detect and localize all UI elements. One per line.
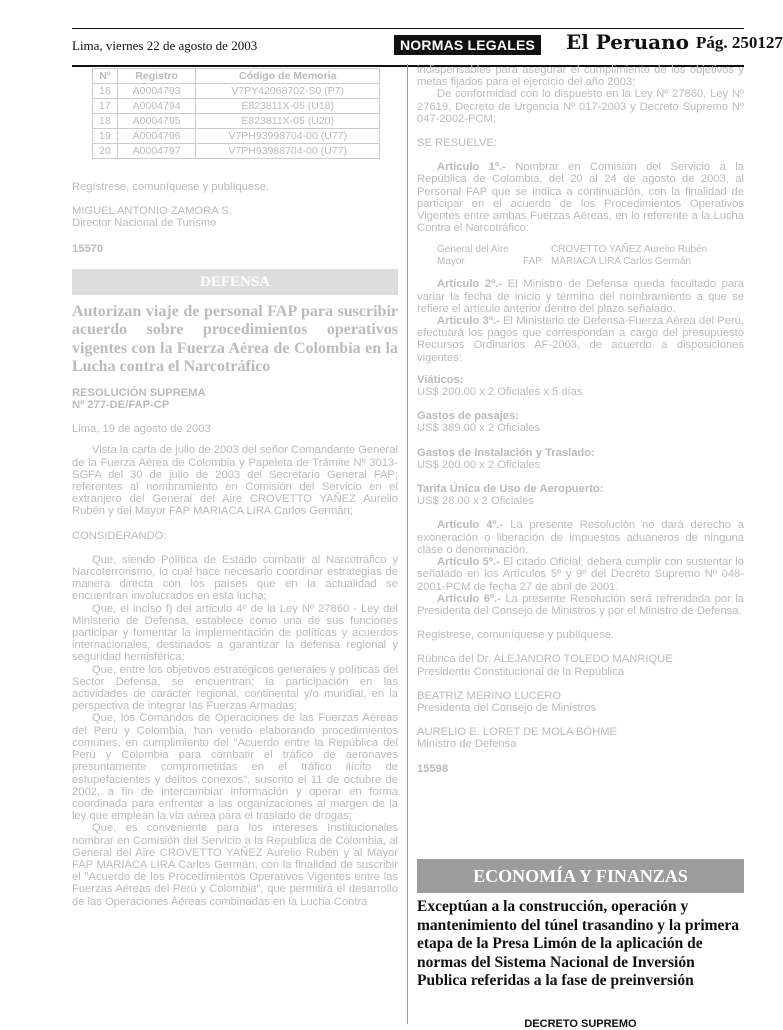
table-row <box>93 114 380 129</box>
page-header <box>72 28 783 67</box>
section-label: NORMAS LEGALES <box>394 35 541 55</box>
column-divider <box>407 64 408 1024</box>
article-title: Exceptúan a la construcción, operación y mantenimiento del túnel trasandino y la primera etapa de la Presa Limón de la aplicación de normas del Sistema Nacional de Inversión Publica referidas a la fase de preinversión <box>417 898 740 989</box>
expense-value: US$ 200.00 x 2 Oficiales x 5 días <box>417 386 583 399</box>
personnel-name: CROVETTO YAÑEZ Aurelio Rubén <box>551 244 708 256</box>
table-cell: A0004795 <box>117 114 196 129</box>
table-cell: E823811X-05 (U18) <box>196 99 380 114</box>
expense-label: Gastos de Instalación y Traslado: <box>417 446 595 459</box>
personnel-row <box>437 244 744 256</box>
resolution-number: Nº 277-DE/FAP-CP <box>72 399 170 412</box>
column-header: Nº <box>93 69 118 84</box>
paragraph: Vista la carta de julio de 2003 del señor Comandante General de la Fuerza Aérea de Colombia y Papeleta de Trámite Nº 3013-SGFA del 30 de julio de 2003 del Secretario General FAP; referentes al nombramiento en Comisión del Servicio en el extranjero del General del Aire CROVETTO YAÑEZ Aurelio Rubén y del Mayor FAP MARIACA LIRA Carlos Germán; <box>72 444 398 518</box>
article-label: Artículo 6º.- <box>437 592 501 605</box>
article-text: El Ministerio de Defensa-Fuerza Aérea del Perú, efectuará los pagos que correspondan a cargo del presupuesto Recursos Ordinarios AF-2003, de acuerdo a disposiciones vigentes: <box>417 315 745 364</box>
expense-value: US$ 28.00 x 2 Oficiales <box>417 495 534 508</box>
article-title: Autorizan viaje de personal FAP para suscribir acuerdo sobre procedimientos operativos vigentes con la Fuerza Aérea de Colombia en la Lucha contra el Narcotráfico <box>72 302 398 376</box>
expense-value: US$ 389.00 x 2 Oficiales <box>417 422 541 435</box>
signer-name: AURELIO E. LORET DE MOLA BÖHME <box>417 726 617 739</box>
article-1 <box>417 161 744 234</box>
paragraph: Que, los Comandos de Operaciones de las Fuerzas Aéreas del Perú y Colombia, han venido elaborando procedimientos comunes, en cumplimiento del "Acuerdo entre la República del Perú y Colombia para combatir el tráfico de aeronaves presuntamente comprometidas en el tráfico ilícito de estupefacientes y delitos conexos", suscrito el 11 de octubre de 2002, a fin de intercambiar información y operar en forma coordinada para enfrentar a las organizaciones al margen de la ley que emplean la vía aérea para el traslado de drogas; <box>72 712 398 823</box>
column-header: Registro <box>117 69 196 84</box>
article-text: Nombrar en Comisión del Servicio a la República de Colombia, del 20 al 24 de agosto de 2003, al Personal FAP que se indica a continuación, con la finalidad de participar en el acuerdo de los Procedimientos Operativos Vigentes entre ambas Fuerzas Aéreas, en lo referente a la Lucha Contra el Narcotráfico: <box>417 161 744 235</box>
table-cell: 18 <box>93 114 118 129</box>
section-heading-defensa: DEFENSA <box>72 269 398 295</box>
article-text: La presente Resolución no dará derecho a exoneración o liberación de impuestos aduaneros de ninguna clase o denominación. <box>417 519 745 556</box>
signer-name: MIGUEL ANTONIO ZAMORA S. <box>72 205 232 218</box>
signer-role: Ministro de Defensa <box>417 738 517 751</box>
article-text: El citado Oficial, deberá cumplir con sustentar lo señalado en los Artículos 5º y 9º del Decreto Supremo Nº 048-2001-PCM de fecha 27 de abril de 2001. <box>417 556 744 593</box>
paragraph: De conformidad con lo dispuesto en la Ley Nº 27860, Ley Nº 27619, Decreto de Urgencia Nº 017-2003 y Decreto Supremo Nº 047-2002-PCM; <box>417 88 744 125</box>
article-label: Artículo 2º.- <box>437 278 503 291</box>
page-number: Pág. 250127 <box>696 33 783 52</box>
table-header-row <box>93 69 380 84</box>
article-2 <box>417 278 744 315</box>
article-6 <box>417 593 744 617</box>
article-4 <box>417 519 744 556</box>
registry-table <box>92 68 380 159</box>
next-heading: DECRETO SUPREMO <box>524 1018 637 1030</box>
table-cell: V7PY42068702-S0 (P7) <box>196 84 380 99</box>
signer-role: Director Nacional de Turismo <box>72 217 217 230</box>
personnel-rank: Mayor <box>437 256 465 268</box>
table-cell: 19 <box>93 129 118 144</box>
table-cell: 16 <box>93 84 118 99</box>
article-5 <box>417 556 744 593</box>
considerando-heading: CONSIDERANDO: <box>72 529 167 542</box>
personnel-name: MARIACA LIRA Carlos Germán <box>551 256 692 268</box>
personnel-rank: General del Aire <box>437 244 509 256</box>
table-cell: 20 <box>93 144 118 159</box>
left-column <box>72 64 398 908</box>
table-row <box>93 84 380 99</box>
table-row <box>93 99 380 114</box>
table-row <box>93 129 380 144</box>
signer-role: Presidenta del Consejo de Ministros <box>417 701 597 714</box>
personnel-unit: FAP <box>523 256 542 268</box>
article-label: Artículo 4º.- <box>437 519 504 532</box>
right-column <box>417 64 744 775</box>
paragraph: Que, entre los objetivos estratégicos generales y políticas del Sector Defensa, se encuentran; la participación en las actividades de carácter regional, continental y/o mundial, en la perspectiva de integrar las Fuerzas Armadas; <box>72 663 398 713</box>
newspaper-logo: El Peruano <box>566 30 689 54</box>
article-text: El Ministro de Defensa queda facultado para variar la fecha de inicio y término del nombramiento a que se refiere el artículo anterior dentro del plazo señalado. <box>417 278 745 315</box>
table-cell: A0004796 <box>117 129 196 144</box>
table-cell: A0004797 <box>117 144 196 159</box>
article-text: La presente Resolución será refrendada por la Presidenta del Consejo de Ministros y por el Ministro de Defensa. <box>417 592 745 617</box>
table-cell: V7PH93998704-00 (U77) <box>196 129 380 144</box>
paragraph: Que, es conveniente para los intereses Institucionales nombrar en Comisión del Servicio a la República de Colombia, al General del Aire CROVETTO YAÑEZ Aurelio Rubén y al Mayor FAP MARIACA LIRA Carlos Germán, con la finalidad de suscribir el "Acuerdo de los Procedimientos Operativos Vigentes entre las Fuerzas Aéreas del Perú y Colombia", que permitirá el desarrollo de las Operaciones Aéreas combinadas en la Lucha Contra <box>72 822 398 908</box>
table-row <box>93 144 380 159</box>
reference-number: 15598 <box>417 762 449 775</box>
signer-role: Presidente Constitucional de la República <box>417 665 625 678</box>
personnel-row <box>437 256 744 268</box>
paragraph: Que, siendo Política de Estado combatir al Narcotráfico y Narcoterrorismo, lo cual hace necesario coordinar estrategias de manera directa con los países que en la actualidad se encuentran involucrados en esta lucha; <box>72 553 398 603</box>
paragraph: Que, el inciso f) del artículo 4º de la Ley Nº 27860 - Ley del Ministerio de Defensa, establece como una de sus funciones participar y fomentar la implementación de políticas y acuerdos internacionales, destinados a garantizar la defensa regional y seguridad hemisférica; <box>72 602 398 664</box>
paragraph: indispensables para asegurar el cumplimiento de los objetivos y metas fijados para el ejercicio del año 2003; <box>417 64 744 89</box>
signer-name: Rúbrica del Dr. ALEJANDRO TOLEDO MANRIQUE <box>417 653 673 666</box>
personnel-list <box>437 244 744 268</box>
article-3 <box>417 315 744 364</box>
se-resuelve-heading: SE RESUELVE: <box>417 137 497 150</box>
signer-name: BEATRIZ MERINO LUCERO <box>417 689 561 702</box>
resolution-date: Lima, 19 de agosto de 2003 <box>72 423 211 436</box>
table-cell: A0004793 <box>117 84 196 99</box>
closing-line: Regístrese, comuníquese y publíquese. <box>72 181 270 193</box>
reference-number: 15570 <box>72 242 104 255</box>
expense-value: US$ 200.00 x 2 Oficiales <box>417 458 541 471</box>
table-cell: A0004794 <box>117 99 196 114</box>
expense-label: Viáticos: <box>417 373 464 386</box>
header-date: Lima, viernes 22 de agosto de 2003 <box>72 38 258 53</box>
article-label: Artículo 3º.- <box>437 315 500 328</box>
resolution-type: RESOLUCIÓN SUPREMA <box>72 386 206 399</box>
closing-line: Regístrese, comuníquese y publíquese. <box>417 629 615 642</box>
article-label: Artículo 5º.- <box>437 556 500 569</box>
column-header: Código de Memoria <box>196 69 380 84</box>
table-cell: V7PH93988704-00 (U77) <box>196 144 380 159</box>
article-label: Artículo 1º.- <box>437 161 506 174</box>
table-cell: 17 <box>93 99 118 114</box>
expense-label: Gastos de pasajes: <box>417 410 519 423</box>
table-cell: E823811X-05 (U20) <box>196 114 380 129</box>
section-heading-economia: ECONOMÍA Y FINANZAS <box>417 859 744 893</box>
expense-label: Tarifa Única de Uso de Aeropuerto: <box>417 483 604 496</box>
